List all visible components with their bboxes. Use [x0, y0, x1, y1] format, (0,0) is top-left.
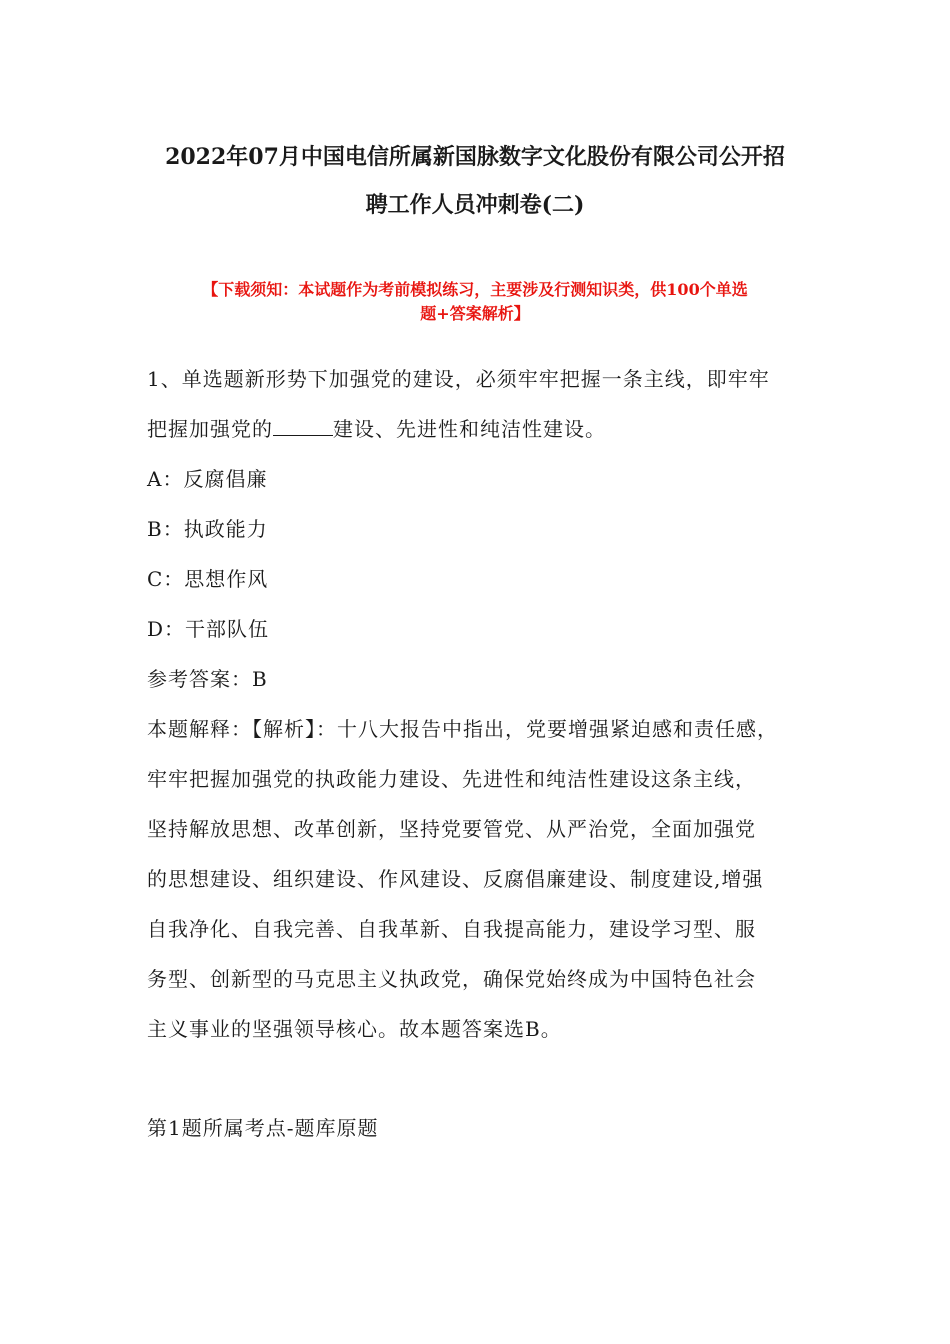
- question-text-line-1: 1、单选题新形势下加强党的建设，必须牢牢把握一条主线，即牢牢: [147, 367, 770, 391]
- question-text-after-blank: 建设、先进性和纯洁性建设。: [333, 417, 606, 441]
- explanation-line-5: 自我净化、自我完善、自我革新、自我提高能力，建设学习型、服: [147, 917, 756, 941]
- explanation-line-1: 本题解释：【解析】：十八大报告中指出，党要增强紧迫感和责任感，: [147, 717, 778, 741]
- explanation-line-7: 主义事业的坚强领导核心。故本题答案选B。: [147, 1017, 562, 1041]
- explanation-line-3: 坚持解放思想、改革创新，坚持党要管党、从严治党，全面加强党: [147, 817, 756, 841]
- question-text-before-blank: 把握加强党的: [147, 417, 273, 441]
- fill-in-blank: [273, 419, 333, 436]
- explanation-line-4: 的思想建设、组织建设、作风建设、反腐倡廉建设、制度建设,增强: [147, 867, 764, 891]
- explanation-line-6: 务型、创新型的马克思主义执政党，确保党始终成为中国特色社会: [147, 967, 756, 991]
- document-title-line-1: 2022年07月中国电信所属新国脉数字文化股份有限公司公开招: [165, 144, 785, 170]
- reference-answer: 参考答案：B: [147, 667, 268, 691]
- explanation-line-2: 牢牢把握加强党的执政能力建设、先进性和纯洁性建设这条主线，: [147, 767, 756, 791]
- question-text-line-2: [147, 413, 606, 442]
- option-b: B：执政能力: [147, 517, 268, 541]
- document-title-line-2: 聘工作人员冲刺卷(二): [365, 192, 585, 218]
- download-notice-line-2: 题+答案解析】: [420, 304, 530, 323]
- option-a: A：反腐倡廉: [147, 467, 268, 491]
- download-notice-line-1: 【下载须知：本试题作为考前模拟练习，主要涉及行测知识类，供100个单选: [202, 280, 748, 299]
- option-d: D：干部队伍: [147, 617, 270, 641]
- option-c: C：思想作风: [147, 567, 269, 591]
- question-topic: 第1题所属考点-题库原题: [147, 1116, 379, 1140]
